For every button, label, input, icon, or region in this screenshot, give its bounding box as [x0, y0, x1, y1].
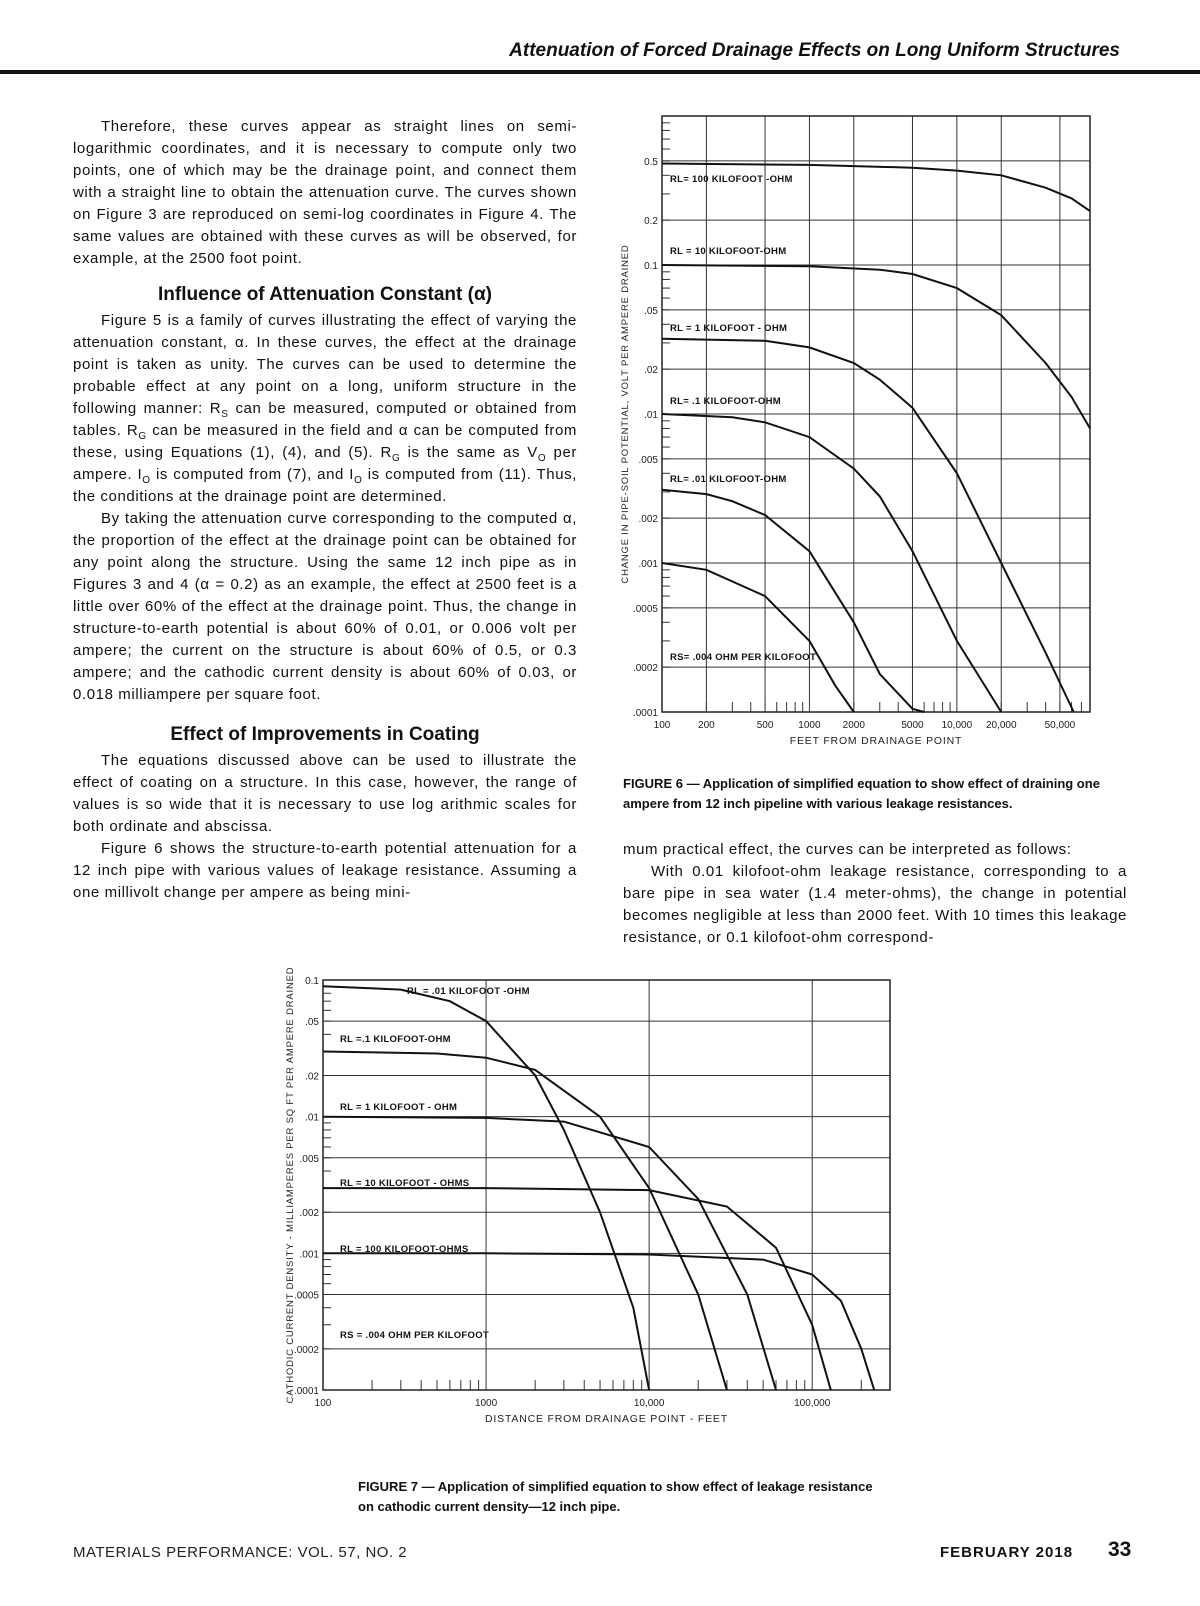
x-tick-label: 2000 [842, 720, 865, 731]
running-header [0, 36, 1200, 76]
text-run: can be measured, computed or obtained from tables. R [73, 400, 577, 439]
left-column [73, 116, 577, 904]
paragraph [73, 310, 577, 508]
x-tick-label: 1000 [474, 1398, 498, 1409]
y-tick-label: 0.1 [644, 261, 658, 272]
x-tick-label: 5000 [901, 720, 924, 731]
header-rule [0, 70, 1200, 74]
subscript: O [142, 475, 151, 486]
series-label: RL = 1 KILOFOOT - OHM [340, 1102, 458, 1113]
y-tick-label: .005 [299, 1153, 319, 1165]
section-heading: Influence of Attenuation Constant (α) [158, 284, 492, 305]
subscript: G [138, 431, 147, 442]
series-label: RL = 10 KILOFOOT-OHM [670, 246, 787, 257]
figure-7-caption: FIGURE 7 — Application of simplified equation to show effect of leakage resistance on cathodic current density—12 inch pipe. [358, 1479, 873, 1514]
series-label: RL = 1 KILOFOOT - OHM [670, 323, 788, 334]
paragraph: Therefore, these curves appear as straight lines on semi-logarithmic coordinates, and it is necessary to compute only two points, one of which may be the drainage point, and connect them with a straight line to obtain the attenuation curve. The curves shown on Figure 3 are reproduced on semi-log coordinates in Figure 4. The same values are obtained with these curves as will be observed, for example, at the 2500 foot point. [73, 118, 577, 267]
y-tick-label: .01 [305, 1112, 319, 1124]
x-axis-label: FEET FROM DRAINAGE POINT [789, 735, 963, 747]
y-axis-label: CATHODIC CURRENT DENSITY - MILLIAMPERES PER SQ FT PER AMPERE DRAINED [285, 966, 296, 1404]
series-label: RL= .1 KILOFOOT-OHM [670, 396, 781, 407]
x-tick-label: 1000 [798, 720, 821, 731]
text-run: per ampere. I [73, 444, 578, 483]
series-line [662, 563, 854, 712]
footer-journal: MATERIALS PERFORMANCE: VOL. 57, NO. 2 [73, 1544, 408, 1561]
series-label: RL= 100 KILOFOOT -OHM [670, 174, 793, 185]
y-tick-label: 0.2 [644, 216, 658, 228]
page-number: 33 [1108, 1538, 1132, 1561]
section-heading: Effect of Improvements in Coating [170, 724, 480, 745]
y-tick-label: .001 [638, 559, 658, 570]
y-tick-label: .0002 [293, 1344, 319, 1356]
subscript: S [221, 409, 229, 420]
x-tick-label: 500 [756, 720, 774, 731]
x-tick-label: 10,000 [633, 1398, 665, 1409]
x-tick-label: 200 [698, 720, 715, 731]
x-tick-label: 20,000 [985, 720, 1017, 731]
y-tick-label: .0005 [293, 1290, 319, 1302]
series-line [662, 490, 924, 712]
subscript: G [391, 453, 401, 464]
y-tick-label: .002 [638, 514, 658, 526]
text-run: can be measured in the field and α can be computed from these, using Equations (1), (4), and (5). R [73, 422, 577, 461]
series-label: RS = .004 OHM PER KILOFOOT [340, 1330, 490, 1341]
text-run: Figure 5 is a family of curves illustrating the effect of varying the attenuation constant, α. In these curves, the effect at the drainage point is taken as unity. The curves can be used to determine the probable effect at any point on a long, uniform structure in the following manner: R [73, 312, 577, 417]
subscript: O [537, 453, 547, 464]
y-tick-label: .02 [644, 365, 658, 377]
series-line [323, 1253, 874, 1390]
y-tick-label: .01 [644, 410, 658, 421]
series-label: RL= .01 KILOFOOT-OHM [670, 474, 787, 485]
figure-7-chart [285, 966, 925, 1470]
x-tick-label: 100,000 [794, 1398, 831, 1409]
paragraph: Figure 6 shows the structure-to-earth potential attenuation for a 12 inch pipe with various values of leakage resistance. Assuming a one millivolt change per ampere as being mini- [73, 840, 577, 901]
x-tick-label: 100 [653, 720, 671, 731]
series-label: RS= .004 OHM PER KILOFOOT [670, 652, 817, 663]
y-tick-label: .0005 [632, 603, 658, 615]
paragraph: With 0.01 kilofoot-ohm leakage resistance, corresponding to a bare pipe in sea water (1.4 meter-ohms), the change in potential becomes negligible at less than 2000 feet. With 10 times this leakage resistance, or 0.1 kilofoot-ohm correspond- [623, 863, 1127, 946]
x-tick-label: 50,000 [1044, 720, 1076, 731]
series-label: RL = .01 KILOFOOT -OHM [407, 986, 530, 997]
series-line [662, 164, 1090, 212]
series-label: RL = 100 KILOFOOT-OHMS [340, 1244, 469, 1255]
paragraph: mum practical effect, the curves can be interpreted as follows: [623, 841, 1072, 858]
y-tick-label: 0.5 [644, 156, 658, 168]
x-tick-label: 100 [314, 1398, 332, 1409]
figure-6-chart [620, 108, 1120, 768]
text-run: is computed from (7), and I [150, 466, 355, 483]
y-tick-label: .02 [305, 1071, 319, 1083]
series-label: RL =.1 KILOFOOT-OHM [340, 1034, 451, 1045]
y-tick-label: .05 [644, 305, 658, 317]
series-label: RL = 10 KILOFOOT - OHMS [340, 1178, 470, 1189]
y-tick-label: .002 [299, 1208, 319, 1220]
y-tick-label: .0002 [632, 663, 658, 675]
text-run: is computed from (11). Thus, the conditions at the drainage point are determined. [73, 466, 577, 505]
y-tick-label: .005 [638, 454, 658, 466]
y-tick-label: 0.1 [305, 976, 319, 987]
y-tick-label: .0001 [293, 1386, 319, 1397]
text-run: is the same as V [400, 444, 538, 461]
running-header-title: Attenuation of Forced Drainage Effects on Long Uniform Structures [509, 40, 1120, 61]
y-tick-label: .0001 [632, 708, 658, 719]
paragraph: By taking the attenuation curve corresponding to the computed α, the proportion of the effect at the drainage point can be obtained for any point along the structure. Using the same 12 inch pipe as in Figures 3 and 4 (α = 0.2) as an example, the effect at 2500 feet is a little over 60% of the effect at the drainage point. Thus, the change in structure-to-earth potential is about 60% of 0.01, or 0.006 volt per ampere; the current on the structure is about 60% of 0.5, or 0.3 ampere; and the cathodic current density is about 60% of 0.03, or 0.018 milliampere per square foot. [73, 510, 577, 703]
y-tick-label: .05 [305, 1017, 319, 1029]
x-axis-label: DISTANCE FROM DRAINAGE POINT - FEET [485, 1413, 728, 1425]
paragraph: The equations discussed above can be used to illustrate the effect of coating on a structure. In this case, however, the range of values is so wide that it is necessary to use log arithmic scales for both ordinate and abscissa. [73, 752, 577, 835]
subscript: O [354, 475, 363, 486]
footer-date: FEBRUARY 2018 [940, 1544, 1074, 1561]
figure-6-caption: FIGURE 6 — Application of simplified equation to show effect of draining one ampere from 12 inch pipeline with various leakage resistances. [623, 776, 1100, 811]
y-axis-label: CHANGE IN PIPE-SOIL POTENTIAL, VOLT PER AMPERE DRAINED [620, 244, 631, 584]
y-tick-label: .001 [299, 1249, 319, 1261]
series-line [323, 1188, 831, 1390]
x-tick-label: 10,000 [941, 720, 973, 731]
right-column [623, 839, 1127, 949]
